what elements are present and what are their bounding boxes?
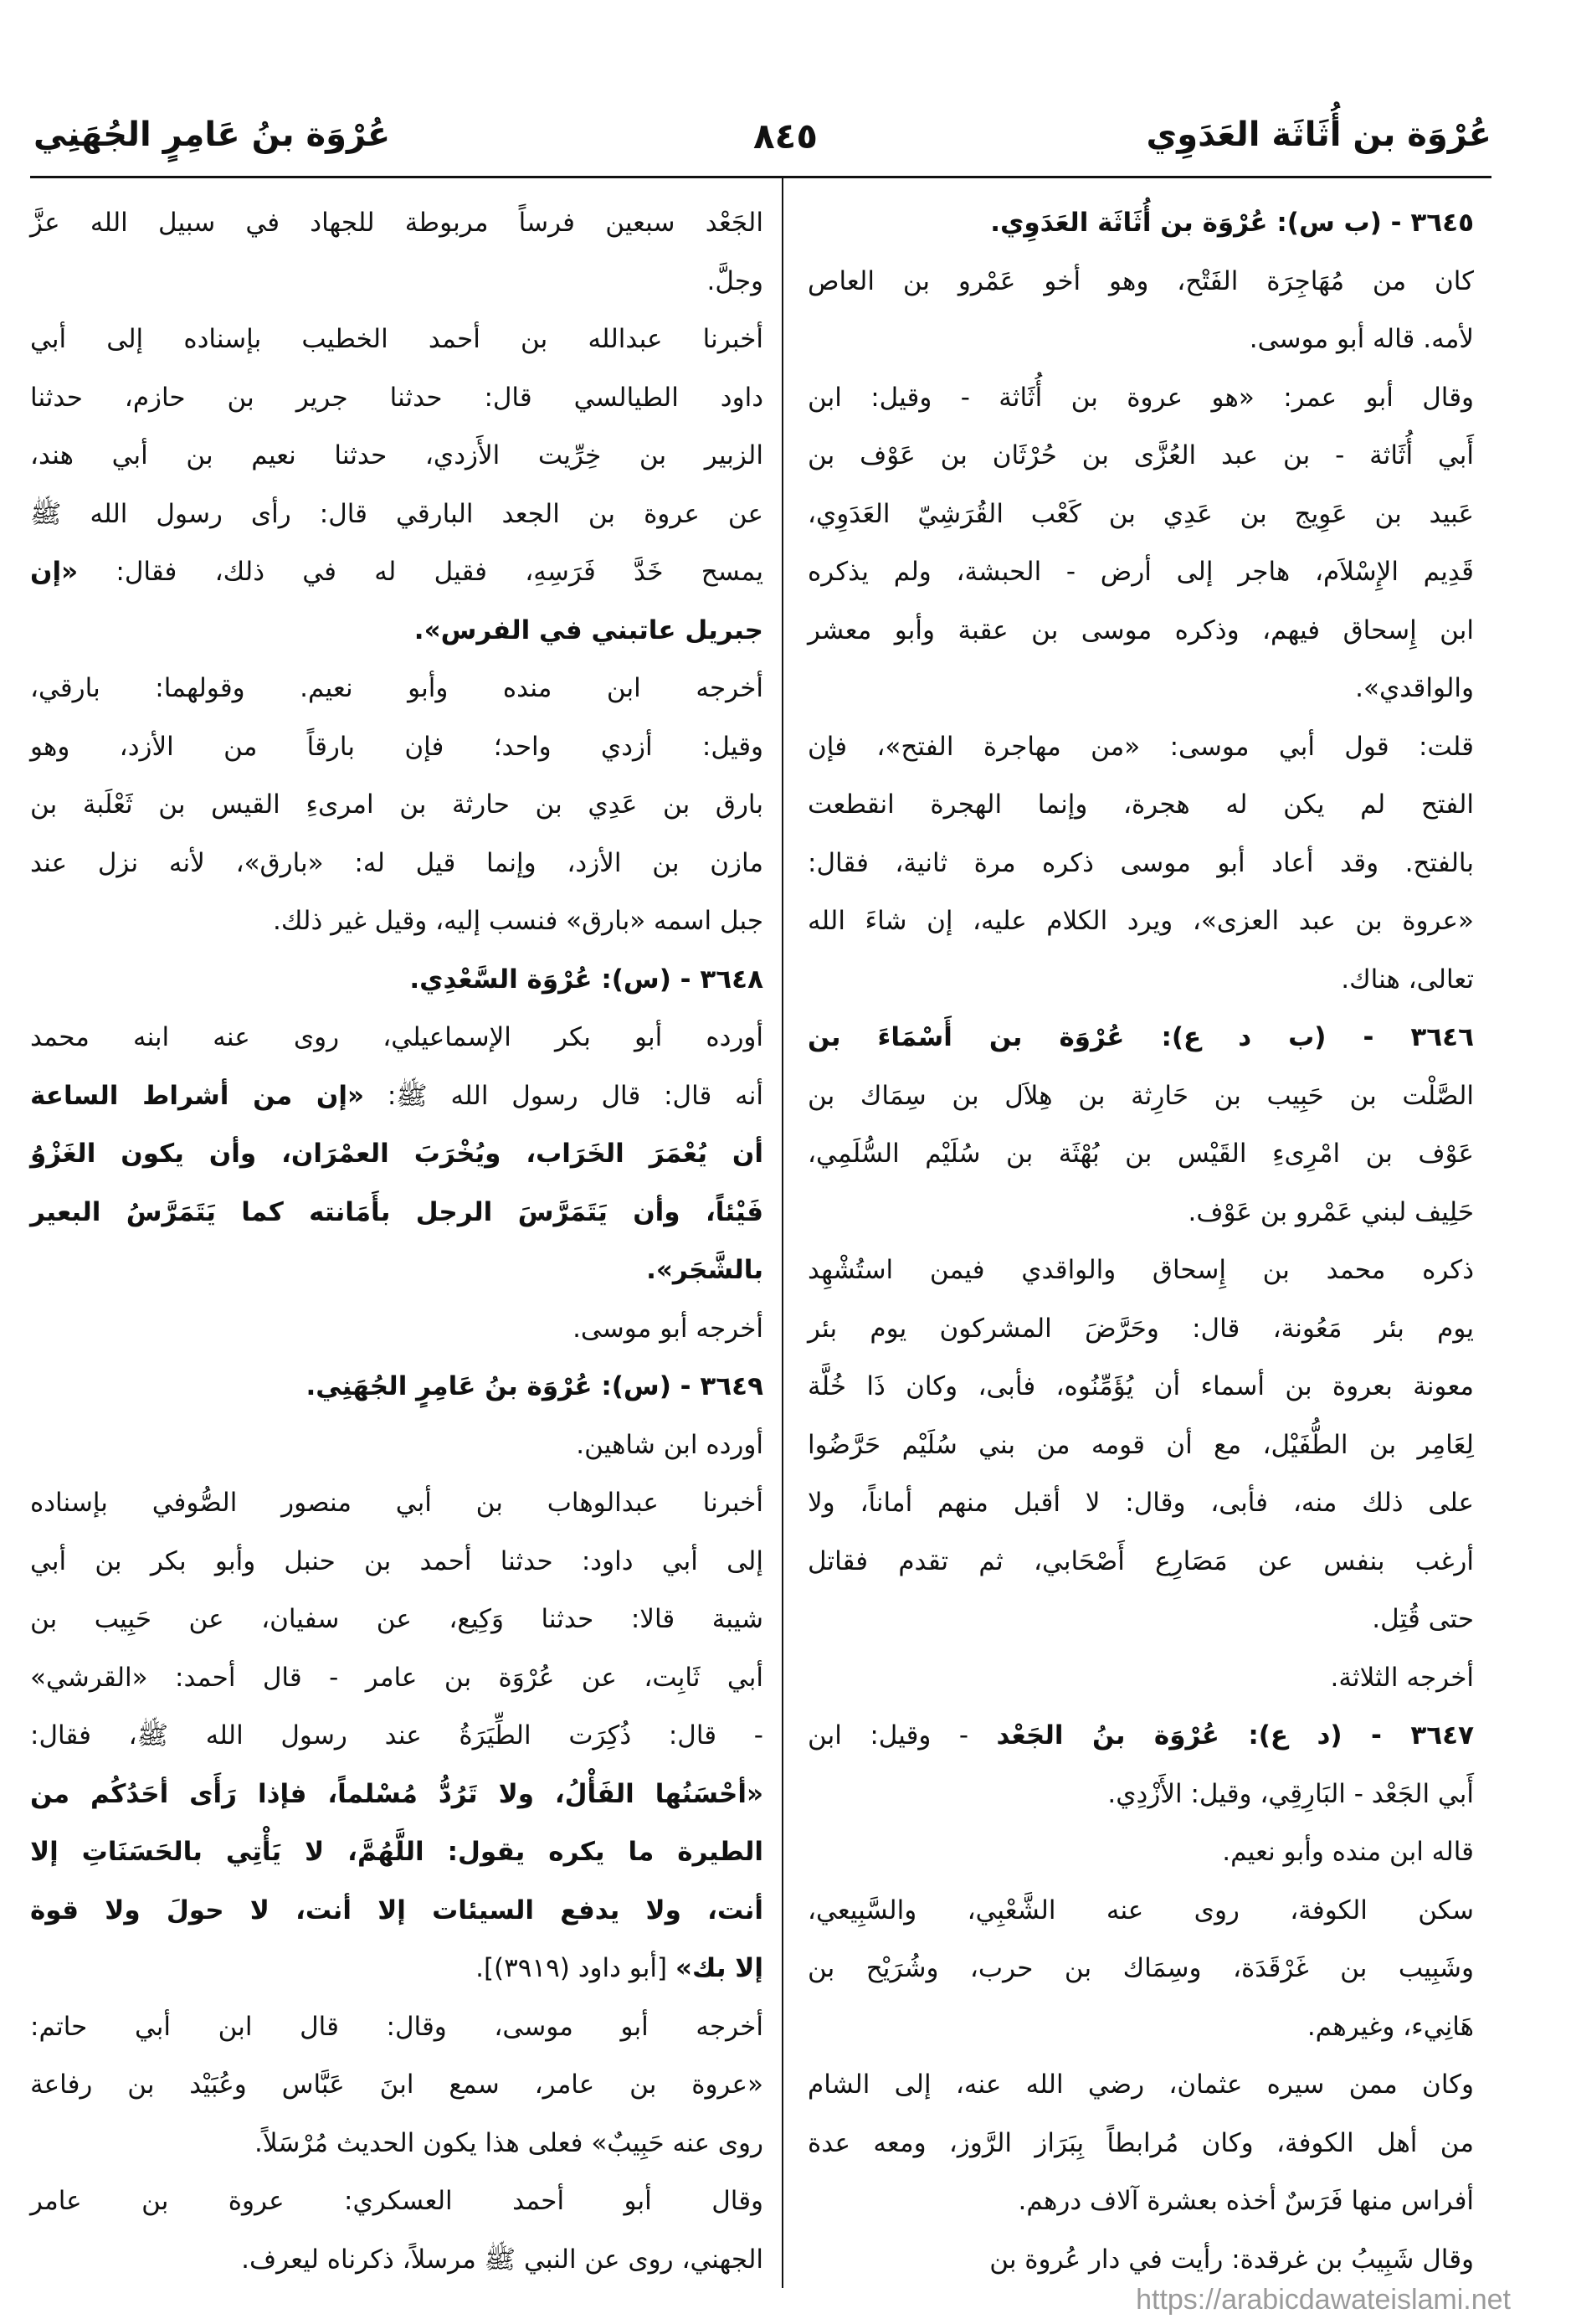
- text-segment: قاله ابن منده وأبو نعيم.: [1222, 1837, 1474, 1867]
- text-line: [808, 1766, 1474, 1824]
- text-segment: والواقدي».: [1355, 673, 1474, 703]
- text-segment: أخرجه الثلاثة.: [1330, 1662, 1474, 1693]
- text-segment: أرغب بنفس عن مَصَارِع أَصْحَابي، ثم تقدم فقاتل: [808, 1545, 1474, 1576]
- bold-text: ٣٦٤٨ - (س): عُرْوَة السَّعْدِي.: [409, 964, 763, 995]
- header-rule: [30, 176, 1491, 178]
- bold-text: ٣٦٤٩ - (س): عُرْوَة بنُ عَامِرٍ الجُهَنِي.: [305, 1371, 763, 1401]
- text-line: [808, 835, 1474, 893]
- paragraph: [30, 660, 763, 951]
- bold-text: «أحْسَنُها الفَأْلُ، ولا تَرُدُّ مُسْلماً، فإذا رَأَى أحَدُكُم من: [30, 1778, 763, 1809]
- bold-text: بالشَّجَر».: [646, 1255, 763, 1285]
- text-segment: معونة بعروة بن أسماء أن يُؤَمِّنُوه، فأبى، وكان ذَا خُلَّة: [808, 1371, 1474, 1401]
- column-right: [808, 194, 1474, 2289]
- text-line: [808, 2056, 1474, 2115]
- paragraph: [30, 1998, 763, 2173]
- text-line: [808, 718, 1474, 777]
- text-segment: كان من مُهَاجِرَة الفَتْح، وهو أخو عَمْرو بن العاص: [808, 265, 1474, 296]
- text-line: [808, 1300, 1474, 1359]
- text-segment: وشَبِيب بن غَرْقَدَة، وسِمَاك بن حرب، وشُرَيْح بن: [808, 1953, 1474, 1983]
- text-segment: داود الطيالسي قال: حدثنا جرير بن حازم، حدثنا: [30, 382, 763, 413]
- text-line: [30, 1009, 763, 1067]
- text-segment: بالفتح. وقد أعاد أبو موسى ذكره مرة ثانية، فقال:: [808, 847, 1474, 878]
- text-line: [808, 1533, 1474, 1591]
- text-segment: أَبي أُثَاثة - بن عبد العُزَّى بن حُرْثَان بن عَوْف بن: [808, 440, 1474, 470]
- text-segment: - قال: ذُكِرَت الطِّيَرَةُ عند رسول الله ﷺ، فقال:: [30, 1720, 763, 1751]
- paragraph: [808, 2056, 1474, 2231]
- text-segment: شيبة قالا: حدثنا وَكِيع، عن سفيان، عن حَبِيب بن: [30, 1604, 763, 1634]
- text-line: [30, 1707, 763, 1766]
- text-line: [30, 602, 763, 661]
- paragraph: [808, 1649, 1474, 1708]
- text-line: [30, 1533, 763, 1591]
- text-segment: أَبي الجَعْد - البَارِقِي، وقيل: الأَزْدِي.: [1107, 1778, 1474, 1809]
- column-divider: [782, 178, 783, 2288]
- text-segment: تعالى، هناك.: [1341, 964, 1474, 995]
- text-line: [808, 1184, 1474, 1242]
- text-line: [30, 2056, 763, 2115]
- text-segment: أخرجه أبو موسى.: [572, 1313, 763, 1344]
- text-line: [808, 892, 1474, 951]
- text-line: [30, 1358, 763, 1417]
- text-line: [808, 1125, 1474, 1184]
- text-line: [30, 486, 763, 544]
- text-segment: حتى قُتِل.: [1372, 1604, 1474, 1634]
- text-line: [30, 1125, 763, 1184]
- text-line: [30, 660, 763, 718]
- text-segment: أخبرنا عبدالله بن أحمد الخطيب بإسناده إلى أبي: [30, 324, 763, 354]
- text-line: [808, 194, 1474, 253]
- paragraph: [30, 1358, 763, 1417]
- text-line: [808, 1009, 1474, 1067]
- text-line: [30, 1474, 763, 1533]
- text-segment: عن عروة بن الجعد البارقي قال: رأى رسول الله ﷺ: [30, 498, 763, 529]
- text-line: [30, 543, 763, 602]
- text-line: [808, 1707, 1474, 1766]
- text-segment: من أهل الكوفة، وكان مُرابطاً بِبَرَاز الرَّوز، ومعه عدة: [808, 2127, 1474, 2158]
- text-line: [808, 2115, 1474, 2173]
- text-segment: لأمه. قاله أبو موسى.: [1249, 324, 1474, 354]
- text-segment: [أبو داود (٣٩١٩)].: [475, 1953, 675, 1983]
- text-line: [808, 1358, 1474, 1417]
- bold-text: ٣٦٤٥ - (ب س): عُرْوَة بن أُثَاثَة العَدَوِي.: [990, 208, 1474, 238]
- bold-text: الطيرة ما يكره يقول: اللَّهُمَّ، لا يَأْتِي بالحَسَنَاتِ إلا: [30, 1837, 763, 1867]
- text-segment: بارق بن عَدِي بن حارثة بن امرىءِ القيس بن ثَعْلَبة بن: [30, 789, 763, 820]
- paragraph: [30, 951, 763, 1010]
- text-segment: ذكره محمد بن إِسحاق والواقدي فيمن استُشْهِد: [808, 1255, 1474, 1285]
- paragraph: [808, 253, 1474, 369]
- paragraph: [808, 1707, 1474, 1823]
- text-line: [808, 311, 1474, 369]
- paragraph: [30, 1009, 763, 1300]
- text-segment: إلى أبي داود: حدثنا أحمد بن حنبل وأبو بكر بن أبي: [30, 1545, 763, 1576]
- text-line: [30, 253, 763, 311]
- text-line: [30, 194, 763, 253]
- text-line: [808, 1242, 1474, 1300]
- text-line: [808, 543, 1474, 602]
- bold-text: «إن من أشراط الساعة: [30, 1080, 365, 1111]
- text-segment: وكان ممن سيره عثمان، رضي الله عنه، إلى الشام: [808, 2069, 1474, 2100]
- text-line: [30, 1417, 763, 1475]
- text-line: [30, 1184, 763, 1242]
- text-line: [808, 660, 1474, 718]
- watermark-url: https://arabicdawateislami.net: [1136, 2284, 1511, 2316]
- text-line: [30, 1823, 763, 1882]
- paragraph: [808, 1242, 1474, 1649]
- paragraph: [808, 1823, 1474, 1882]
- text-segment: وقال أبو عمر: «هو عروة بن أُثَاثة - وقيل: ابن: [808, 382, 1474, 413]
- page-number: ٨٤٥: [753, 116, 818, 157]
- text-line: [30, 2172, 763, 2231]
- text-line: [30, 835, 763, 893]
- paragraph: [30, 1474, 763, 1998]
- text-line: [808, 1882, 1474, 1941]
- text-segment: لِعَامِر بن الطُّفَيْل، مع أن قومه من بني سُلَيْم حَرَّضُوا: [808, 1429, 1474, 1460]
- paragraph: [30, 1300, 763, 1359]
- paragraph: [30, 194, 763, 311]
- text-segment: عَوْف بن امْرِىءِ القَيْس بن بُهْثَة بن سُلَيْم السُّلَمِي،: [808, 1139, 1474, 1169]
- text-segment: أنه قال: قال رسول الله ﷺ:: [364, 1080, 763, 1111]
- paragraph: [808, 718, 1474, 1010]
- text-segment: «عروة بن عبد العزى»، ويرد الكلام عليه، إن شاءَ الله: [808, 906, 1474, 936]
- paragraph: [808, 194, 1474, 253]
- text-segment: وجلَّ.: [706, 265, 763, 296]
- text-segment: «عروة بن عامر، سمع ابنَ عَبَّاس وعُبَيْد بن رفاعة: [30, 2069, 763, 2100]
- text-line: [30, 1242, 763, 1300]
- text-line: [808, 602, 1474, 661]
- text-line: [808, 776, 1474, 835]
- text-segment: أخرجه أبو موسى، وقال: قال ابن أبي حاتم:: [30, 2011, 763, 2042]
- text-segment: مازن بن الأزد، وإنما قيل له: «بارق»، لأنه نزل عند: [30, 847, 763, 878]
- text-segment: قَدِيم الإِسْلاَم، هاجر إلى أرض - الحبشة، ولم يذكره: [808, 557, 1474, 587]
- bold-text: أن يُعْمَرَ الخَرَاب، ويُخْرَبَ العمْرَان، وأن يكون الغَزْوُ: [30, 1139, 763, 1169]
- text-segment: روى عنه حَبِيبٌ» فعلى هذا يكون الحديث مُرْسَلاً.: [254, 2127, 763, 2158]
- bold-text: ٣٦٤٧ - (د ع): عُرْوَة بنُ الجَعْد: [996, 1720, 1474, 1751]
- text-segment: الجهني، روى عن النبي ﷺ مرسلاً، ذكرناه ليعرف.: [241, 2244, 763, 2275]
- text-segment: أورده ابن شاهين.: [576, 1429, 763, 1460]
- paragraph: [808, 1009, 1474, 1242]
- text-segment: قلت: قول أبي موسى: «من مهاجرة الفتح»، فإن: [808, 731, 1474, 762]
- text-segment: أخرجه ابن منده وأبو نعيم. وقولهما: بارقي،: [30, 673, 763, 703]
- text-segment: أفراس منها فَرَسٌ أخذه بعشرة آلاف درهم.: [1018, 2186, 1474, 2216]
- text-segment: ابن إِسحاق فيهم، وذكره موسى بن عقبة وأبو معشر: [808, 614, 1474, 645]
- text-segment: الصَّلْت بن حَبِيب بن حَارِثة بن هِلاَل بن سِمَاك بن: [808, 1080, 1474, 1111]
- bold-text: جبريل عاتبني في الفرس».: [413, 614, 763, 645]
- text-line: [30, 1067, 763, 1126]
- text-line: [30, 1882, 763, 1941]
- text-line: [808, 1998, 1474, 2057]
- text-line: [30, 2231, 763, 2290]
- text-segment: وقال أبو أحمد العسكري: عروة بن عامر: [30, 2186, 763, 2216]
- text-line: [808, 951, 1474, 1010]
- text-segment: وقال شَبِيبُ بن غرقدة: رأيت في دار عُروة بن: [989, 2244, 1474, 2275]
- bold-text: أنت، ولا يدفع السيئات إلا أنت، لا حولَ ولا قوة: [30, 1895, 763, 1926]
- text-line: [30, 311, 763, 369]
- text-segment: عَبيد بن عَوِيج بن عَدِي بن كَعْب القُرَشِيّ العَدَوِي،: [808, 498, 1474, 529]
- bold-text: «إن: [30, 557, 79, 587]
- paragraph: [30, 311, 763, 660]
- text-line: [30, 1998, 763, 2057]
- text-segment: وقيل: أزدي واحد؛ فإن بارقاً من الأزد، وهو: [30, 731, 763, 762]
- text-line: [30, 1649, 763, 1708]
- text-line: [808, 2231, 1474, 2290]
- text-segment: الزبير بن خِرِّيت الأَزدي، حدثنا نعيم بن أبي هند،: [30, 440, 763, 470]
- text-segment: على ذلك منه، فأبى، وقال: لا أقبل منهم أماناً، ولا: [808, 1488, 1474, 1518]
- text-segment: الجَعْد سبعين فرساً مربوطة للجهاد في سبيل الله عزَّ: [30, 208, 763, 238]
- text-segment: - وقيل: ابن: [808, 1720, 997, 1751]
- text-line: [808, 1474, 1474, 1533]
- text-line: [808, 1823, 1474, 1882]
- paragraph: [808, 1882, 1474, 2057]
- text-line: [30, 2115, 763, 2173]
- bold-text: ٣٦٤٦ - (ب د ع): عُرْوَة بن أَسْمَاءَ بن: [808, 1022, 1474, 1052]
- text-line: [30, 1591, 763, 1649]
- text-line: [808, 253, 1474, 311]
- text-line: [30, 369, 763, 428]
- text-segment: أورده أبو بكر الإسماعيلي، روى عنه ابنه محمد: [30, 1022, 763, 1052]
- paragraph: [30, 1417, 763, 1475]
- text-line: [30, 1766, 763, 1824]
- paragraph: [808, 369, 1474, 718]
- bold-text: فَيْئاً، وأن يَتَمَرَّسَ الرجل بأَمَانته كما يَتَمَرَّسُ البعير: [30, 1196, 763, 1227]
- bold-text: إلا بك»: [675, 1953, 763, 1983]
- text-line: [808, 2172, 1474, 2231]
- text-segment: يوم بئر مَعُونة، قال: وحَرَّضَ المشركون يوم بئر: [808, 1313, 1474, 1344]
- text-line: [808, 369, 1474, 428]
- text-line: [30, 1300, 763, 1359]
- text-line: [808, 1940, 1474, 1998]
- text-line: [30, 718, 763, 777]
- text-segment: جبل اسمه «بارق» فنسب إليه، وقيل غير ذلك.: [273, 906, 763, 936]
- text-line: [808, 1649, 1474, 1708]
- text-line: [808, 1067, 1474, 1126]
- text-line: [808, 1591, 1474, 1649]
- text-segment: يمسح خَدَّ فَرَسِهِ، فقيل له في ذلك، فقال:: [78, 557, 763, 587]
- text-line: [808, 427, 1474, 486]
- text-line: [30, 427, 763, 486]
- text-segment: الفتح لم يكن له هجرة، وإنما الهجرة انقطعت: [808, 789, 1474, 820]
- paragraph: [808, 2231, 1474, 2290]
- text-segment: أبي ثَابِت، عن عُرْوَة بن عامر - قال أحمد: «القرشي»: [30, 1662, 763, 1693]
- text-line: [30, 892, 763, 951]
- text-line: [30, 776, 763, 835]
- text-line: [30, 951, 763, 1010]
- text-segment: سكن الكوفة، روى عنه الشَّعْبِي، والسَّبِيعي،: [808, 1895, 1474, 1926]
- text-line: [808, 1417, 1474, 1475]
- text-segment: حَلِيف لبني عَمْرو بن عَوْف.: [1188, 1196, 1474, 1227]
- text-line: [808, 486, 1474, 544]
- column-left: [30, 194, 763, 2289]
- running-header-right: عُرْوَة بن أُثَاثَة العَدَوِي: [1146, 116, 1491, 154]
- text-segment: أخبرنا عبدالوهاب بن أبي منصور الصُّوفي بإسناده: [30, 1488, 763, 1518]
- running-header-left: عُرْوَة بنُ عَامِرٍ الجُهَنِي: [33, 116, 391, 154]
- text-line: [30, 1940, 763, 1998]
- paragraph: [30, 2172, 763, 2289]
- text-segment: هَانِيء، وغيرهم.: [1307, 2011, 1474, 2042]
